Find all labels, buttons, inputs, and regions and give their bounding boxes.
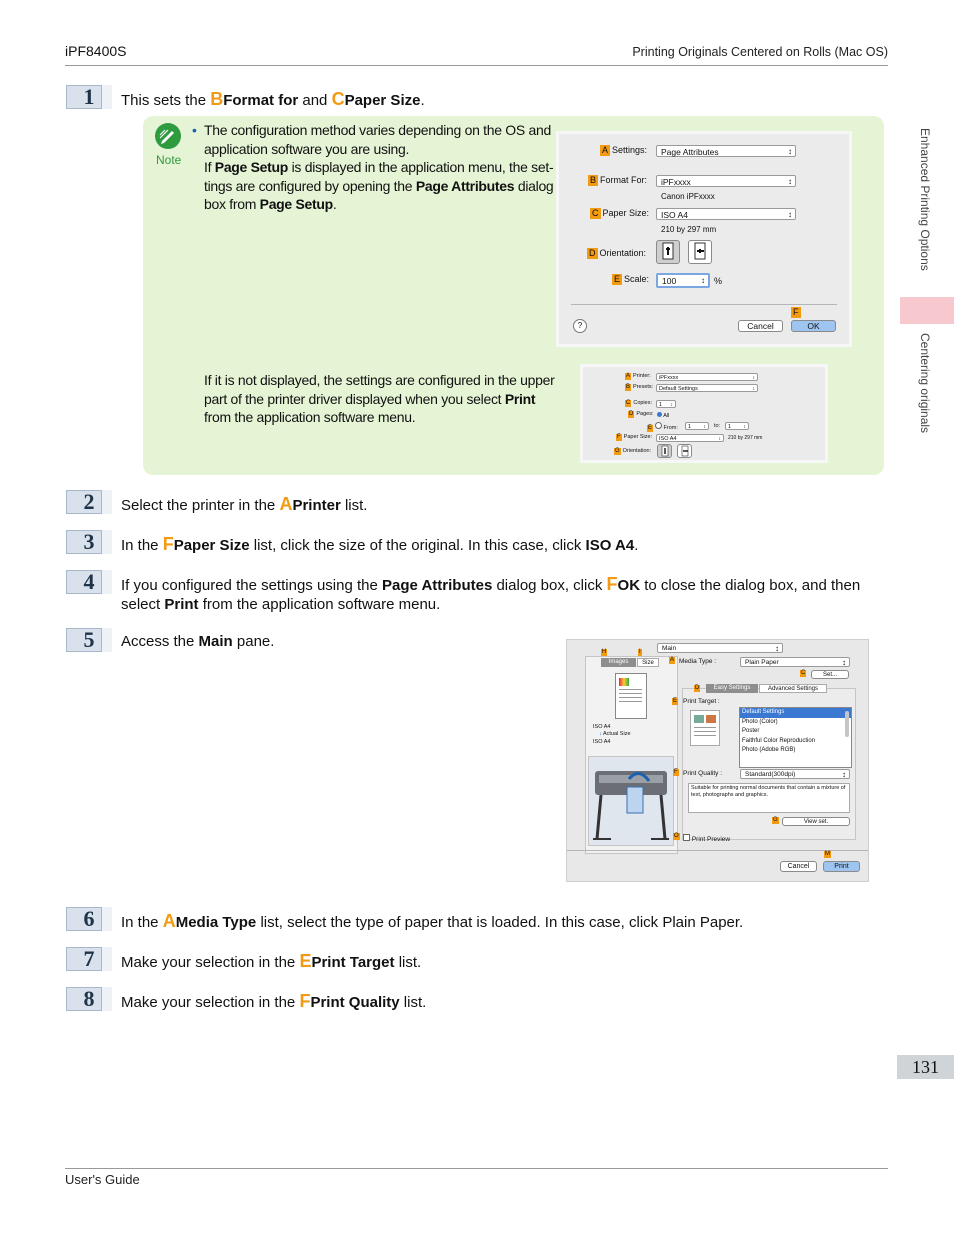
settings-select[interactable]: Page Attributes ↕	[656, 145, 796, 157]
callout-d: D	[629, 411, 634, 417]
header-section-title: Printing Originals Centered on Rolls (Mac OS)	[632, 45, 888, 59]
callout-c: C	[626, 400, 631, 406]
callout-b: B	[590, 175, 597, 185]
cancel-button[interactable]: Cancel	[738, 320, 783, 332]
print-button[interactable]: Print	[823, 861, 860, 872]
step-badge: 6	[66, 907, 112, 931]
landscape-orientation-button[interactable]	[677, 444, 692, 458]
paper-size-sub: 210 by 297 mm	[728, 435, 763, 441]
callout-letter: F	[606, 574, 618, 594]
quality-description: Suitable for printing normal documents that contain a mixture of text, photographs and graphics.	[688, 783, 850, 813]
tab-images[interactable]: Images	[601, 658, 636, 667]
format-for-select[interactable]: iPFxxxx ↕	[656, 175, 796, 187]
tab-size[interactable]: Size	[637, 658, 659, 667]
portrait-icon	[659, 241, 677, 261]
step-badge: 3	[66, 530, 112, 554]
step-badge: 7	[66, 947, 112, 971]
callout-f: F	[617, 434, 621, 440]
tab-easy-settings[interactable]: Easy Settings	[706, 684, 758, 693]
callout-c: C	[592, 208, 599, 218]
to-input[interactable]: 1 ↕	[725, 422, 749, 430]
bold-term: ISO A4	[585, 537, 635, 554]
print-target-item[interactable]: Faithful Color Reproduction	[742, 737, 816, 744]
footer-text: User's Guide	[65, 1172, 140, 1187]
list-scrollbar[interactable]	[845, 711, 849, 737]
bold-term: Page Setup	[214, 159, 289, 175]
bold-term: Printer	[292, 497, 341, 514]
note-pencil-icon	[155, 123, 181, 149]
main-pane-dialog	[566, 639, 869, 882]
preview-actual-label: ↓ Actual Size	[599, 731, 631, 737]
bold-term: Page Attributes	[415, 177, 515, 194]
callout-a: A	[670, 657, 675, 663]
print-dialog-top: A Printer: iPFxxxx ↕ B Presets: Default Settings ↕ C Copies: 1 ↕ D Pages: All E From: 1 ↕ to: 1 ↕ F Paper Size: ISO A4 ↕ 210 by 297 mm G Orientation:	[580, 364, 828, 463]
from-input[interactable]: 1 ↕	[685, 422, 709, 430]
print-target-item-selected[interactable]: Default Settings	[740, 708, 851, 718]
print-target-list[interactable]	[739, 707, 852, 768]
step-badge: 8	[66, 987, 112, 1011]
bold-term: Main	[198, 633, 233, 650]
bold-term: Print Target	[311, 954, 395, 971]
print-target-label: Print Target :	[683, 698, 720, 705]
print-target-item[interactable]: Poster	[742, 728, 760, 734]
printer-icon	[589, 757, 673, 845]
bold-term: Print	[164, 595, 199, 613]
scale-unit: %	[714, 276, 723, 286]
step-badge: 4	[66, 570, 112, 594]
step-badge: 1	[66, 85, 112, 109]
pane-select[interactable]: Main ↕	[657, 643, 783, 653]
page-attributes-dialog: A Settings: Page Attributes ↕ B Format For: iPFxxxx ↕ Canon iPFxxxx C Paper Size: ISO A4 ↕ 210 by 297 mm D Orientation: E Scale: 100 ↕ % ? Cancel F OK	[556, 131, 852, 347]
callout-m: M	[825, 851, 830, 857]
portrait-icon	[659, 445, 671, 457]
callout-letter: A	[279, 494, 293, 514]
ok-button[interactable]: OK	[791, 320, 836, 332]
page-preview-thumbnail	[615, 673, 647, 719]
arrow-down-icon: ↓	[599, 731, 602, 737]
pages-all-radio[interactable]: All	[657, 412, 669, 419]
bold-term: OK	[617, 577, 641, 594]
callout-c: C	[801, 670, 806, 676]
preview-size-label: ISO A4	[593, 724, 611, 730]
page-number: 131	[897, 1055, 954, 1079]
to-label: to:	[714, 423, 721, 429]
side-tab-section[interactable]: Centering originals	[918, 333, 932, 434]
step-text: Access the Main pane.	[121, 633, 275, 650]
paper-size-sub: 210 by 297 mm	[661, 225, 717, 234]
cancel-button[interactable]: Cancel	[780, 861, 817, 872]
callout-f: F	[674, 769, 678, 775]
print-target-item[interactable]: Photo (Color)	[742, 718, 778, 725]
set-button[interactable]: Set...	[811, 670, 849, 679]
tab-advanced-settings[interactable]: Advanced Settings	[759, 684, 827, 693]
header-divider	[65, 65, 888, 66]
media-type-label: Media Type :	[679, 658, 717, 665]
presets-select[interactable]: Default Settings ↕	[656, 384, 758, 392]
callout-g: G	[615, 448, 620, 454]
note-paragraph-1: • The configuration method varies depending on the OS and application software you are using. If Page Setup is displayed in the application menu, the set- tings are configured by opening the Page Attributes dialog box from Page Setup.	[192, 122, 554, 212]
callout-h: H	[602, 649, 607, 655]
portrait-orientation-button[interactable]	[657, 444, 672, 458]
bold-term: Format for	[223, 92, 299, 109]
media-type-select[interactable]: Plain Paper ↕	[740, 657, 850, 667]
format-for-sub: Canon iPFxxxx	[661, 192, 715, 201]
print-preview-checkbox[interactable]: Print Preview	[683, 834, 730, 843]
paper-size-select[interactable]: ISO A4 ↕	[656, 434, 724, 442]
callout-e: E	[673, 698, 678, 704]
side-tab-highlight	[900, 297, 954, 324]
callout-a: A	[602, 145, 609, 155]
callout-letter: A	[162, 911, 176, 931]
callout-a: A	[626, 373, 631, 379]
scale-input[interactable]: 100 ↕	[656, 273, 710, 288]
header-model: iPF8400S	[65, 43, 127, 59]
callout-d: D	[695, 685, 700, 691]
print-quality-select[interactable]: Standard(300dpi) ↕	[740, 769, 850, 779]
view-set-button[interactable]: View set.	[782, 817, 850, 826]
bold-term: Paper Size	[173, 537, 250, 554]
side-tab-chapter[interactable]: Enhanced Printing Options	[918, 128, 932, 271]
landscape-icon	[679, 445, 691, 457]
callout-letter: C	[331, 89, 345, 109]
callout-e: E	[614, 274, 621, 284]
copies-input[interactable]: 1 ↕	[656, 400, 676, 408]
step-text: Make your selection in the FPrint Quality list.	[121, 991, 427, 1011]
bold-term: Page Setup	[259, 196, 333, 212]
bold-term: Paper Size	[344, 92, 421, 109]
callout-letter: B	[210, 89, 224, 109]
paper-size-select[interactable]: ISO A4 ↕	[656, 208, 796, 220]
callout-o: O	[674, 833, 679, 839]
step-badge: 2	[66, 490, 112, 514]
bold-term: Media Type	[175, 914, 257, 931]
landscape-icon	[691, 241, 709, 261]
note-label: Note	[156, 153, 182, 167]
preview-size-label: ISO A4	[593, 739, 611, 745]
callout-letter: F	[162, 534, 174, 554]
portrait-orientation-button[interactable]	[656, 240, 680, 264]
step-text: If you configured the settings using the Page Attributes dialog box, click FOK to close the dialog box, and then select Print from the application software menu.	[121, 574, 861, 613]
note-paragraph-2: If it is not displayed, the settings are configured in the upper part of the printer driver displayed when you select Print from the application software menu.	[204, 372, 555, 425]
callout-letter: E	[299, 951, 312, 971]
print-quality-label: Print Quality :	[683, 770, 723, 777]
callout-i: I	[639, 649, 641, 655]
bold-term: Print Quality	[310, 994, 400, 1011]
footer-divider	[65, 1168, 888, 1169]
target-preview-icon	[690, 710, 720, 746]
bold-term: Print	[504, 390, 536, 407]
step-text: Select the printer in the APrinter list.	[121, 494, 368, 514]
step-text: In the AMedia Type list, select the type of paper that is loaded. In this case, click Plain Paper.	[121, 911, 744, 931]
callout-b: B	[626, 384, 631, 390]
printer-illustration	[588, 756, 674, 846]
bold-term: Page Attributes	[382, 577, 493, 594]
step-text: This sets the BFormat for and CPaper Size.	[121, 89, 425, 109]
print-target-item[interactable]: Photo (Adobe RGB)	[742, 747, 796, 753]
help-button[interactable]: ?	[573, 319, 587, 333]
callout-e: E	[648, 425, 653, 431]
dialog-divider	[567, 850, 868, 851]
landscape-orientation-button[interactable]	[688, 240, 712, 264]
dialog-divider	[571, 304, 837, 305]
callout-d: D	[589, 248, 596, 258]
step-text: In the FPaper Size list, click the size of the original. In this case, click ISO A4.	[121, 534, 639, 554]
printer-select[interactable]: iPFxxxx ↕	[656, 373, 758, 381]
callout-g: G	[773, 817, 778, 823]
step-text: Make your selection in the EPrint Target list.	[121, 951, 422, 971]
step-badge: 5	[66, 628, 112, 652]
callout-letter: F	[299, 991, 311, 1011]
callout-f: F	[793, 307, 799, 317]
